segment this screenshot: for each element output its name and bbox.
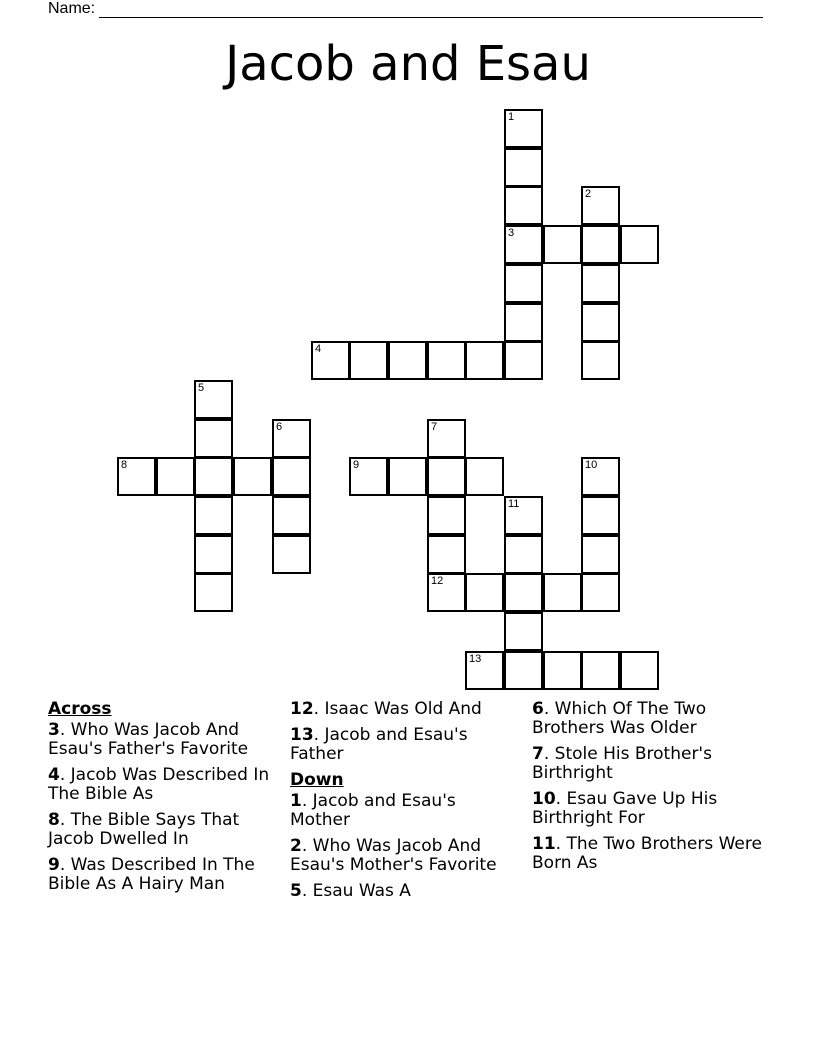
grid-cell[interactable]: [620, 225, 659, 264]
grid-cell[interactable]: [194, 496, 233, 535]
clue-separator: .: [555, 834, 567, 854]
grid-cell[interactable]: [504, 535, 543, 574]
grid-cell[interactable]: [581, 457, 620, 496]
clue-number: 11: [532, 834, 556, 854]
cell-number: 8: [121, 459, 128, 471]
clue-item: [290, 792, 512, 830]
grid-cell[interactable]: [272, 457, 311, 496]
grid-cell[interactable]: [194, 380, 233, 419]
grid-cell[interactable]: [504, 109, 543, 148]
clue-number: 1: [290, 791, 302, 811]
cell-number: 7: [431, 421, 438, 433]
grid-cell[interactable]: [272, 419, 311, 458]
clue-text: Was Described In The Bible As A Hairy Man: [48, 855, 255, 894]
clues-column-1: [48, 700, 284, 901]
grid-cell[interactable]: [194, 457, 233, 496]
grid-cell[interactable]: [504, 341, 543, 380]
clue-separator: .: [543, 744, 555, 764]
cell-number: 9: [353, 459, 360, 471]
grid-cell[interactable]: [194, 419, 233, 458]
clue-number: 9: [48, 855, 60, 875]
clue-number: 13: [290, 725, 314, 745]
grid-cell[interactable]: [233, 457, 272, 496]
grid-cell[interactable]: [504, 148, 543, 187]
grid-cell[interactable]: [117, 457, 156, 496]
clue-number: 6: [532, 699, 544, 719]
clue-number: 8: [48, 810, 60, 830]
grid-cell[interactable]: [581, 535, 620, 574]
grid-cell[interactable]: [504, 225, 543, 264]
grid-cell[interactable]: [581, 651, 620, 690]
grid-cell[interactable]: [465, 457, 504, 496]
clue-separator: .: [301, 791, 313, 811]
grid-cell[interactable]: [349, 341, 388, 380]
cell-number: 2: [585, 188, 592, 200]
grid-cell[interactable]: [194, 535, 233, 574]
clue-item: [290, 726, 512, 764]
clue-list-col2a: [290, 700, 512, 764]
grid-cell[interactable]: [504, 573, 543, 612]
grid-cell[interactable]: [581, 496, 620, 535]
cell-number: 12: [431, 575, 444, 587]
grid-cell[interactable]: [427, 457, 466, 496]
clue-separator: .: [313, 699, 325, 719]
clue-text: The Two Brothers Were Born As: [532, 834, 762, 873]
grid-cell[interactable]: [504, 651, 543, 690]
clue-number: 4: [48, 765, 60, 785]
grid-cell[interactable]: [465, 341, 504, 380]
grid-cell[interactable]: [349, 457, 388, 496]
clue-list-col2b: [290, 792, 512, 901]
clue-separator: .: [301, 836, 313, 856]
grid-cell[interactable]: [543, 225, 582, 264]
grid-cell[interactable]: [504, 186, 543, 225]
clue-item: [48, 856, 284, 894]
clue-text: Stole His Brother's Birthright: [532, 744, 712, 783]
cell-number: 3: [508, 227, 515, 239]
grid-cell[interactable]: [581, 573, 620, 612]
cell-number: 5: [198, 382, 205, 394]
grid-cell[interactable]: [272, 535, 311, 574]
cell-number: 4: [315, 343, 322, 355]
grid-cell[interactable]: [194, 573, 233, 612]
grid-cell[interactable]: [156, 457, 195, 496]
grid-cell[interactable]: [581, 225, 620, 264]
clue-separator: .: [59, 765, 71, 785]
clue-number: 7: [532, 744, 544, 764]
name-label: Name:: [48, 0, 96, 17]
grid-cell[interactable]: [427, 535, 466, 574]
clue-number: 10: [532, 789, 556, 809]
grid-cell[interactable]: [543, 573, 582, 612]
clue-list-col1: [48, 721, 284, 894]
grid-cell[interactable]: [427, 341, 466, 380]
clue-item: [290, 700, 512, 719]
cell-number: 13: [469, 653, 482, 665]
grid-cell[interactable]: [388, 341, 427, 380]
clues-column-2: [290, 700, 512, 908]
clue-item: [48, 811, 284, 849]
clue-item: [532, 790, 768, 828]
clue-separator: .: [313, 725, 325, 745]
clue-item: [290, 837, 512, 875]
grid-cell[interactable]: [311, 341, 350, 380]
clue-text: Who Was Jacob And Esau's Mother's Favorite: [290, 836, 497, 875]
clue-text: Esau Gave Up His Birthright For: [532, 789, 718, 828]
clue-separator: .: [555, 789, 567, 809]
clue-item: [290, 882, 512, 901]
clue-item: [532, 745, 768, 783]
clue-text: Jacob and Esau's Mother: [290, 791, 456, 830]
cell-number: 6: [276, 421, 283, 433]
clue-separator: .: [59, 720, 71, 740]
grid-cell[interactable]: [427, 573, 466, 612]
clue-item: [532, 835, 768, 873]
grid-cell[interactable]: [504, 264, 543, 303]
cell-number: 10: [585, 459, 598, 471]
clue-text: The Bible Says That Jacob Dwelled In: [48, 810, 240, 849]
clue-separator: .: [59, 810, 71, 830]
grid-cell[interactable]: [465, 651, 504, 690]
grid-cell[interactable]: [504, 496, 543, 535]
clue-item: [48, 766, 284, 804]
grid-cell[interactable]: [581, 341, 620, 380]
grid-cell[interactable]: [427, 419, 466, 458]
grid-cell[interactable]: [504, 303, 543, 342]
clue-separator: .: [301, 881, 313, 901]
grid-cell[interactable]: [581, 186, 620, 225]
grid-cell[interactable]: [388, 457, 427, 496]
cell-number: 11: [508, 498, 520, 510]
clue-text: Isaac Was Old And: [324, 699, 482, 719]
clue-separator: .: [543, 699, 555, 719]
clue-number: 12: [290, 699, 314, 719]
clue-list-col3: [532, 700, 768, 873]
clue-text: Which Of The Two Brothers Was Older: [532, 699, 707, 738]
down-heading: Down: [290, 770, 344, 790]
clue-item: [48, 721, 284, 759]
clues-column-3: [532, 700, 768, 880]
clue-number: 2: [290, 836, 302, 856]
grid-cell[interactable]: [465, 573, 504, 612]
clue-text: Jacob Was Described In The Bible As: [48, 765, 270, 804]
grid-cell[interactable]: [543, 651, 582, 690]
grid-cell[interactable]: [581, 303, 620, 342]
grid-cell[interactable]: [581, 264, 620, 303]
clue-separator: .: [59, 855, 71, 875]
across-heading: Across: [48, 699, 112, 719]
clue-text: Who Was Jacob And Esau's Father's Favorite: [48, 720, 249, 759]
clue-text: Jacob and Esau's Father: [290, 725, 468, 764]
page-title: Jacob and Esau: [225, 36, 591, 92]
grid-cell[interactable]: [272, 496, 311, 535]
clue-item: [532, 700, 768, 738]
clue-text: Esau Was A: [312, 881, 411, 901]
clue-number: 3: [48, 720, 60, 740]
cell-number: 1: [508, 111, 515, 123]
grid-cell[interactable]: [504, 612, 543, 651]
grid-cell[interactable]: [620, 651, 659, 690]
clue-number: 5: [290, 881, 302, 901]
grid-cell[interactable]: [427, 496, 466, 535]
